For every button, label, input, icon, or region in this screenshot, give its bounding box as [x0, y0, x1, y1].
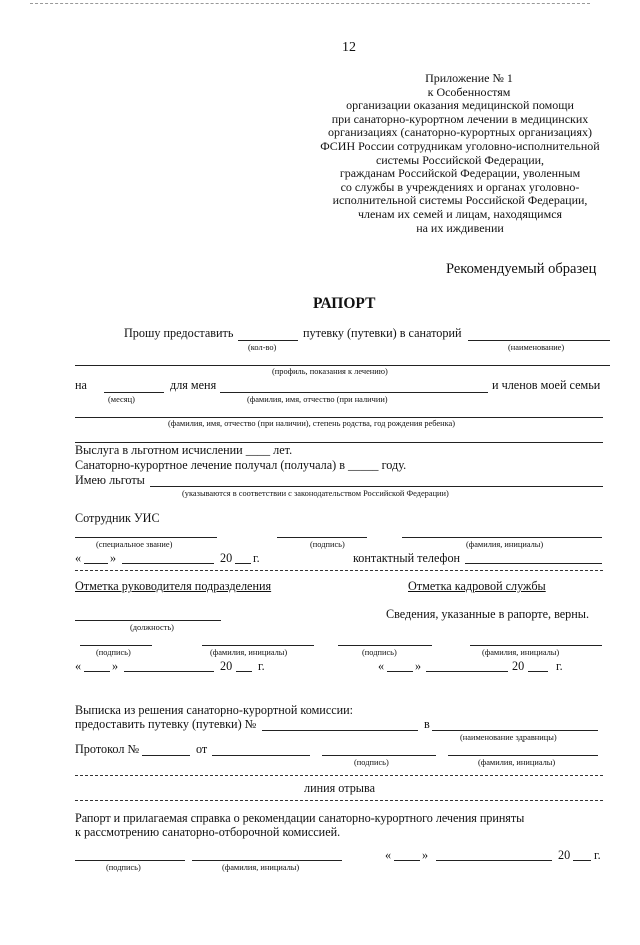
hr-signature-field[interactable] — [338, 645, 432, 646]
tear-line — [75, 800, 603, 801]
label-for-me: для меня — [170, 378, 217, 392]
year-suffix: г. — [253, 551, 260, 565]
date-open-quote: « — [75, 659, 82, 673]
year-suffix: г. — [556, 659, 563, 673]
acceptance-signature-field[interactable] — [75, 860, 185, 861]
hint-name: (наименование) — [508, 343, 565, 352]
appendix-line: организациях (санаторно-курортных организациях) — [327, 125, 592, 140]
year-prefix: 20 — [512, 659, 525, 673]
date-year-field[interactable] — [235, 563, 251, 564]
document-title: РАПОРТ — [313, 295, 376, 312]
date-open-quote: « — [75, 551, 82, 565]
year-prefix: 20 — [220, 551, 233, 565]
appendix-line: системы Российской Федерации, — [375, 152, 545, 167]
hint-initials: (фамилия, инициалы) — [466, 540, 544, 549]
resort-name-field[interactable] — [432, 730, 598, 731]
appendix-line: со службы в учреждениях и органах уголовно- — [340, 179, 580, 194]
date-close-quote: » — [422, 848, 429, 862]
rank-field[interactable] — [75, 537, 217, 538]
profile-field[interactable] — [75, 365, 610, 366]
commission-signature-field[interactable] — [322, 755, 436, 756]
date-day-field[interactable] — [84, 563, 108, 564]
fio-field[interactable] — [220, 392, 488, 393]
hr-date-year-field[interactable] — [528, 671, 548, 672]
head-date-month-field[interactable] — [124, 671, 214, 672]
year-suffix: г. — [258, 659, 265, 673]
label-and-family: и членов моей семьи — [492, 378, 601, 392]
hr-verified-text: Сведения, указанные в рапорте, верны. — [386, 607, 590, 621]
appendix-line: на их иждивении — [416, 220, 504, 235]
year-prefix: 20 — [220, 659, 233, 673]
head-mark-label: Отметка руководителя подразделения — [75, 579, 272, 593]
date-close-quote: » — [415, 659, 422, 673]
hint-fio: (фамилия, имя, отчество (при наличии) — [247, 395, 388, 404]
acceptance-text-line1: Рапорт и прилагаемая справка о рекомендации санаторно-курортного лечения приняты — [75, 811, 525, 825]
hint-profile: (профиль, показания к лечению) — [272, 367, 388, 376]
seniority: Выслуга в льготном исчислении ____ лет. — [75, 443, 293, 457]
appendix-block — [300, 72, 620, 235]
hint-month: (месяц) — [108, 395, 135, 404]
voucher-number-field[interactable] — [262, 730, 418, 731]
hint-position: (должность) — [130, 623, 174, 632]
year-suffix: г. — [594, 848, 601, 862]
protocol-date-field[interactable] — [212, 755, 310, 756]
position-field[interactable] — [75, 620, 221, 621]
protocol-number-field[interactable] — [142, 755, 190, 756]
appendix-line: к Особенностям — [427, 84, 511, 99]
acceptance-date-day-field[interactable] — [394, 860, 420, 861]
contact-phone-label: контактный телефон — [353, 551, 461, 565]
hint-signature: (подпись) — [362, 648, 397, 657]
hint-signature: (подпись) — [96, 648, 131, 657]
date-close-quote: » — [112, 659, 119, 673]
commission-initials-field[interactable] — [448, 755, 598, 756]
hint-initials: (фамилия, инициалы) — [478, 758, 556, 767]
commission-extract: Выписка из решения санаторно-курортной комиссии: — [75, 703, 354, 717]
appendix-line: организации оказания медицинской помощи — [346, 98, 574, 113]
acceptance-initials-field[interactable] — [192, 860, 342, 861]
signature-field[interactable] — [277, 537, 367, 538]
hint-signature: (подпись) — [310, 540, 345, 549]
hint-signature: (подпись) — [354, 758, 389, 767]
hint-initials: (фамилия, инициалы) — [222, 863, 300, 872]
sanatorium-name-field[interactable] — [468, 340, 610, 341]
acceptance-date-year-field[interactable] — [573, 860, 591, 861]
protocol-label: Протокол № — [75, 742, 140, 756]
tear-line-label: линия отрыва — [304, 781, 375, 795]
date-month-field[interactable] — [122, 563, 214, 564]
hint-benefits: (указываются в соответствии с законодательством Российской Федерации) — [182, 489, 449, 498]
scan-edge-line — [30, 3, 590, 4]
treatment-received: Санаторно-курортное лечение получал (получала) в _____ году. — [75, 458, 407, 472]
appendix-line: Приложение № 1 — [425, 71, 513, 85]
year-prefix: 20 — [558, 848, 571, 862]
request-prefix: Прошу предоставить — [124, 326, 234, 340]
appendix-line: при санаторно-курортном лечении в медицинских — [331, 111, 589, 126]
recommended-sample: Рекомендуемый образец — [446, 261, 597, 277]
family-field[interactable] — [75, 417, 603, 418]
month-field[interactable] — [104, 392, 164, 393]
hint-quantity: (кол-во) — [248, 343, 277, 352]
appendix-line: гражданам Российской Федерации, уволенным — [339, 166, 581, 181]
initials-field[interactable] — [402, 537, 602, 538]
head-date-year-field[interactable] — [236, 671, 252, 672]
appendix-line: ФСИН России сотрудникам уголовно-исполнительной — [320, 138, 600, 153]
hr-date-day-field[interactable] — [387, 671, 413, 672]
head-date-day-field[interactable] — [84, 671, 110, 672]
separator-dashed — [75, 775, 603, 776]
date-open-quote: « — [378, 659, 385, 673]
separator-dashed — [75, 570, 603, 571]
protocol-from: от — [196, 742, 208, 756]
head-signature-field[interactable] — [80, 645, 152, 646]
contact-phone-field[interactable] — [465, 563, 602, 564]
commission-grant: предоставить путевку (путевки) № — [75, 717, 257, 731]
label-on: на — [75, 378, 87, 392]
hint-family: (фамилия, имя, отчество (при наличии), степень родства, год рождения ребенка) — [168, 419, 456, 428]
hr-date-month-field[interactable] — [426, 671, 508, 672]
hr-initials-field[interactable] — [470, 645, 602, 646]
benefits-field[interactable] — [150, 486, 603, 487]
page-number: 12 — [342, 40, 356, 55]
employee-label: Сотрудник УИС — [75, 511, 160, 525]
head-initials-field[interactable] — [202, 645, 314, 646]
quantity-field[interactable] — [238, 340, 298, 341]
hint-initials: (фамилия, инициалы) — [482, 648, 560, 657]
acceptance-text-line2: к рассмотрению санаторно-отборочной комиссией. — [75, 825, 341, 839]
date-open-quote: « — [385, 848, 392, 862]
hint-signature: (подпись) — [106, 863, 141, 872]
acceptance-date-month-field[interactable] — [436, 860, 552, 861]
hint-resort: (наименование здравницы) — [460, 733, 557, 742]
hint-rank: (специальное звание) — [96, 540, 173, 549]
hint-initials: (фамилия, инициалы) — [210, 648, 288, 657]
benefits-label: Имею льготы — [75, 473, 145, 487]
date-close-quote: » — [110, 551, 117, 565]
appendix-line: исполнительной системы Российской Федерации, — [332, 193, 588, 208]
hr-mark-label: Отметка кадровой службы — [408, 579, 546, 593]
request-mid: путевку (путевки) в санаторий — [303, 326, 462, 340]
label-in: в — [424, 717, 430, 731]
appendix-line: членам их семей и лицам, находящимся — [357, 206, 563, 221]
